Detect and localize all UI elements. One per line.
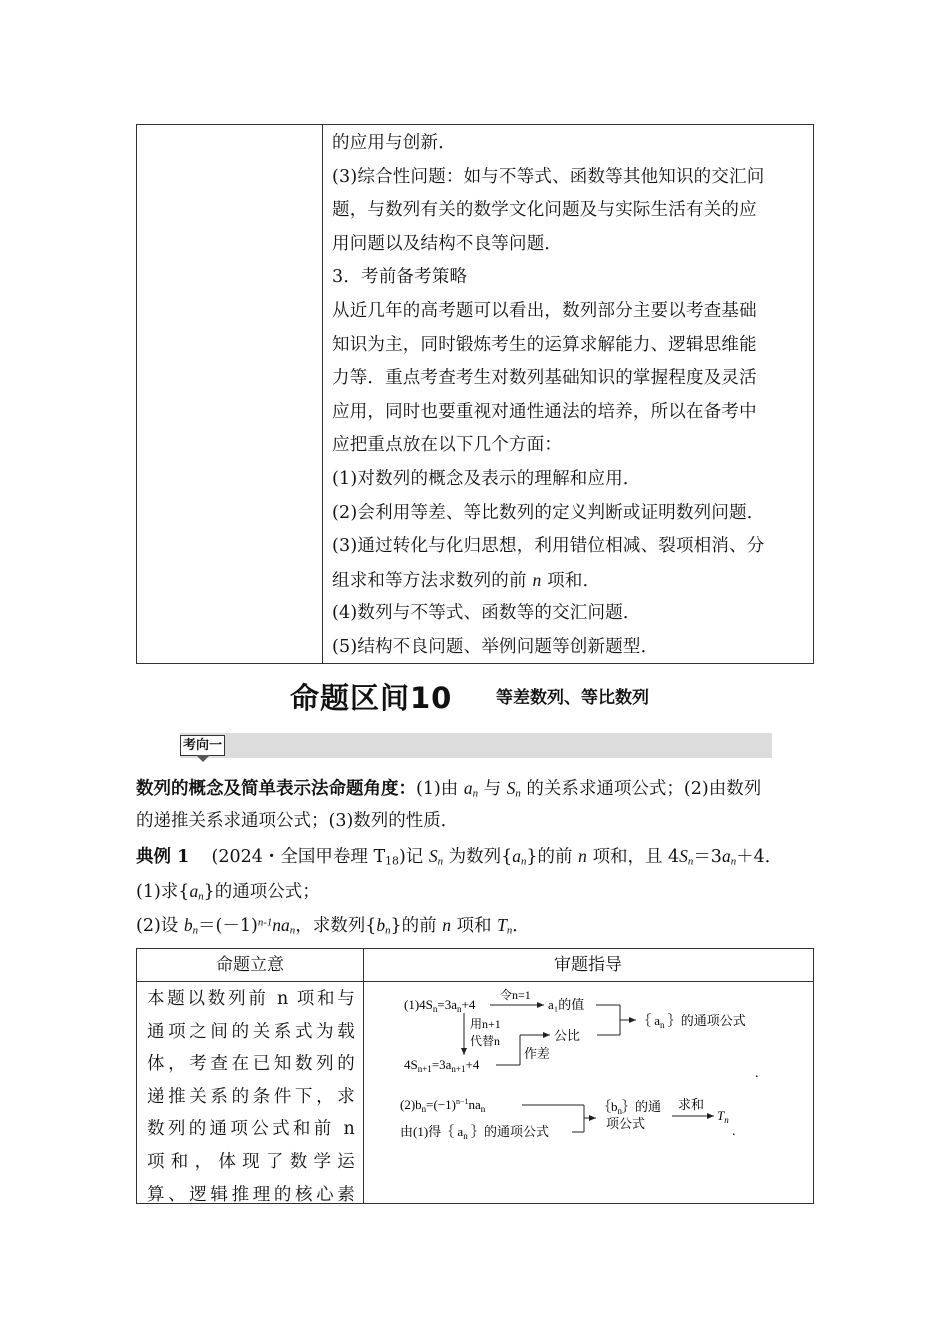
strategy-table (136, 124, 814, 664)
intent-line: 通项之间的关系式为载 (147, 1021, 355, 1042)
angle-line-1: 数列的概念及简单表示法命题角度：(1)由 $a_n$ 与 $S_n$ 的关系求通项公式；(2)由数列 (136, 778, 762, 800)
intent-line: 项和，体现了数学运 (147, 1151, 355, 1172)
strategy-item: (5)结构不良问题、举例问题等创新题型． (332, 636, 659, 657)
flow-from-1: 由(1)得｛ $a_n$ ｝的通项公式 (400, 1124, 549, 1141)
strategy-line: 应用，同时也要重视对通性通法的培养，所以在备考中 (332, 401, 757, 422)
header-intent: 命题立意 (216, 955, 284, 975)
strategy-item: (1)对数列的概念及表示的理解和应用． (332, 468, 641, 489)
strategy-line: 题，与数列有关的数学文化问题及与实际生活有关的应 (332, 200, 757, 221)
flow-eq-2: $4S_{n+1}=3a_{n+1}+4$ (404, 1057, 480, 1074)
flow-bn-general-1: $\{b_n\}$的通 (598, 1099, 662, 1116)
flow-bn-general-2: 项公式 (606, 1116, 646, 1131)
flow-eq-1: $(1)4S_n=3a_n+4$ (404, 997, 476, 1014)
strategy-line: 用问题以及结构不良等问题． (332, 233, 563, 254)
intent-cell (147, 983, 355, 1211)
strategy-line: 从近几年的高考题可以看出，数列部分主要以考查基础 (332, 300, 757, 321)
section-title: 命题区间10 (290, 681, 453, 715)
intent-line: 数列的通项公式和前 n (147, 1119, 355, 1140)
flow-a1-value: a₁的值 (548, 997, 585, 1012)
flow-period: . (755, 1066, 759, 1081)
guide-flowchart (372, 985, 812, 1165)
flow-eq-3: $(2)b_n=(-1)^{n-1}na_n$ (400, 1097, 486, 1114)
flow-sum: 求和 (678, 1097, 705, 1112)
strategy-item: (4)数列与不等式、函数等的交汇问题． (332, 603, 641, 624)
intent-line: 本题以数列前 n 项和与 (147, 989, 355, 1009)
flow-let-n1: 令n=1 (500, 988, 531, 1002)
intent-line: 体，考查在已知数列的 (147, 1054, 355, 1075)
header-guide: 审题指导 (554, 955, 622, 975)
question-1: (1)求$\{a_n\}$的通项公式； (136, 881, 320, 903)
table-divider (137, 981, 813, 982)
tag-pointer-icon (196, 755, 210, 762)
table-divider (363, 949, 364, 1203)
strategy-line: 的应用与创新． (332, 133, 456, 153)
topic-tag: 考向一 (180, 735, 225, 756)
strategy-line: 知识为主，同时锻炼考生的运算求解能力、逻辑思维能 (332, 334, 757, 355)
strategy-item: (3)通过转化与化归思想，利用错位相减、裂项相消、分 (332, 536, 765, 557)
strategy-cell (332, 127, 808, 665)
strategy-line: (3)综合性问题：如与不等式、函数等其他知识的交汇问 (332, 166, 765, 187)
strategy-item: (2)会利用等差、等比数列的定义判断或证明数列问题． (332, 502, 765, 523)
flow-diff: 作差 (524, 1046, 551, 1061)
table-divider (322, 125, 323, 663)
strategy-line: 应把重点放在以下几个方面： (332, 435, 563, 456)
strategy-line: 力等．重点考查考生对数列基础知识的掌握程度及灵活 (332, 368, 757, 389)
strategy-item: 组求和等方法求数列的前 n 项和． (332, 569, 601, 591)
flow-period: . (732, 1124, 736, 1139)
analysis-table (136, 948, 814, 1204)
strategy-heading: 3．考前备考策略 (332, 267, 468, 288)
question-2: (2)设 $b_n=(-1)^{n-1}na_n$，求数列$\{b_n\}$的前 n 项和 $T_n$． (136, 915, 530, 937)
flow-ratio: 公比 (554, 1028, 581, 1043)
flow-tn: $T_n$ (717, 1108, 729, 1125)
flow-sub-replace: 代替n (470, 1034, 501, 1048)
section-subtitle: 等差数列、等比数列 (496, 688, 649, 708)
example-statement: 典例 1 (2024・全国甲卷理 $T_{18}$)记 $S_n$ 为数列$\{a_n\}$的前 n 项和，且 $4S_n=3a_n+4$． (136, 846, 783, 868)
flow-an-general: ｛ $a_n$ ｝的通项公式 (638, 1013, 746, 1030)
flow-sub-use: 用n+1 (470, 1017, 501, 1031)
intent-line: 算、逻辑推理的核心素 (147, 1184, 355, 1205)
intent-line: 递推关系的条件下，求 (147, 1086, 355, 1107)
topic-bar (180, 733, 772, 758)
angle-line-2: 的递推关系求通项公式；(3)数列的性质． (136, 811, 459, 831)
